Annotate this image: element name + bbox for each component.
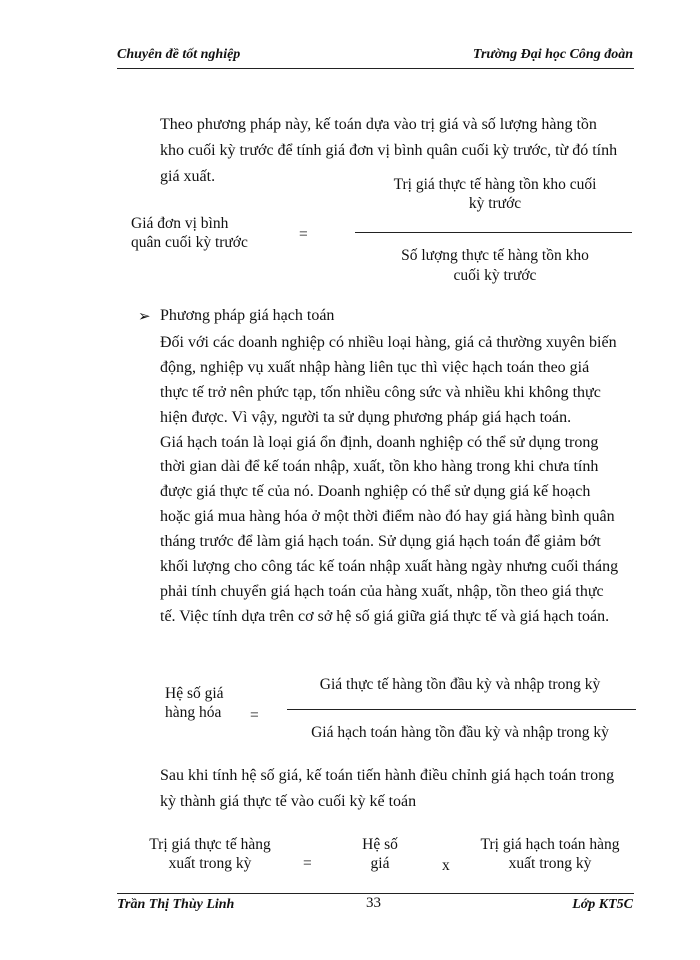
- formula3-times: x: [442, 857, 450, 874]
- formula2-denominator: Giá hạch toán hàng tồn đầu kỳ và nhập trong kỳ: [311, 724, 609, 741]
- formula3-a-line1: Trị giá thực tế hàng: [149, 836, 271, 853]
- section-line: hoặc giá mua hàng hóa ở một thời điểm nào đó hay giá hàng bình quân: [160, 508, 615, 525]
- footer-class: Lớp KT5C: [572, 897, 633, 912]
- section-line: thực tế trở nên phức tạp, tốn nhiều công sức và nhiều khi không thực: [160, 384, 601, 401]
- formula3-b-line1: Hệ số: [362, 836, 398, 853]
- section-line: hiện được. Vì vậy, người ta sử dụng phương pháp giá hạch toán.: [160, 409, 572, 426]
- formula3-c-line1: Trị giá hạch toán hàng: [480, 836, 620, 853]
- formula1-denominator-line1: Số lượng thực tế hàng tồn kho: [401, 247, 589, 264]
- intro-line: giá xuất.: [160, 168, 216, 185]
- formula3-c-line2: xuất trong kỳ: [508, 855, 592, 872]
- section-line: thời gian dài để kế toán nhập, xuất, tồn kho hàng trong khi chưa tính: [160, 458, 599, 475]
- formula1-numerator-line1: Trị giá thực tế hàng tồn kho cuối: [393, 176, 597, 193]
- section-line: tháng trước để làm giá hạch toán. Sử dụng giá hạch toán để giảm bớt: [160, 533, 601, 550]
- formula2-fraction-bar: [287, 709, 636, 710]
- formula1-fraction-bar: [355, 232, 632, 233]
- section-line: Đối với các doanh nghiệp có nhiều loại hàng, giá cả thường xuyên biến: [160, 334, 617, 351]
- formula1-numerator-line2: kỳ trước: [468, 195, 522, 212]
- after-line: kỳ thành giá thực tế vào cuối kỳ kế toán: [160, 793, 417, 810]
- formula3-b-line2: giá: [370, 855, 390, 872]
- intro-line: kho cuối kỳ trước để tính giá đơn vị bình quân cuối kỳ trước, từ đó tính: [160, 142, 618, 159]
- formula1-left-line2: quân cuối kỳ trước: [131, 234, 248, 251]
- formula1-denominator-line2: cuối kỳ trước: [453, 267, 537, 284]
- section-title: Phương pháp giá hạch toán: [160, 307, 335, 324]
- intro-line: Theo phương pháp này, kế toán dựa vào trị giá và số lượng hàng tồn: [160, 116, 597, 133]
- formula2-left-line2: hàng hóa: [165, 704, 222, 721]
- section-bullet-icon: ➢: [138, 309, 151, 325]
- section-line: phải tính chuyển giá hạch toán của hàng xuất, nhập, tồn theo giá thực: [160, 583, 604, 600]
- formula1-equals: =: [299, 226, 308, 243]
- formula2-numerator: Giá thực tế hàng tồn đầu kỳ và nhập trong kỳ: [319, 676, 601, 693]
- formula2-equals: =: [250, 707, 259, 724]
- section-line: khối lượng cho công tác kế toán nhập xuất hàng ngày nhưng cuối tháng: [160, 558, 619, 575]
- header-left: Chuyên đề tốt nghiệp: [117, 47, 241, 62]
- section-line: động, nghiệp vụ xuất nhập hàng liên tục thì việc hạch toán theo giá: [160, 359, 590, 376]
- after-line: Sau khi tính hệ số giá, kế toán tiến hành điều chỉnh giá hạch toán trong: [160, 767, 615, 784]
- formula3-a-line2: xuất trong kỳ: [168, 855, 252, 872]
- formula2-left-line1: Hệ số giá: [165, 685, 224, 702]
- header-right: Trường Đại học Công đoàn: [472, 47, 633, 62]
- section-line: Giá hạch toán là loại giá ổn định, doanh nghiệp có thể sử dụng trong: [160, 434, 599, 451]
- footer-rule: [117, 893, 634, 894]
- header-rule: [117, 68, 634, 69]
- formula1-left-line1: Giá đơn vị bình: [131, 215, 229, 232]
- formula3-equals: =: [303, 855, 312, 872]
- section-line: tế. Việc tính dựa trên cơ sở hệ số giá giữa giá thực tế và giá hạch toán.: [160, 608, 610, 625]
- footer-author: Trần Thị Thùy Linh: [117, 897, 235, 912]
- page-number: 33: [366, 895, 381, 911]
- section-line: được giá thực tế của nó. Doanh nghiệp có thể sử dụng giá kế hoạch: [160, 483, 591, 500]
